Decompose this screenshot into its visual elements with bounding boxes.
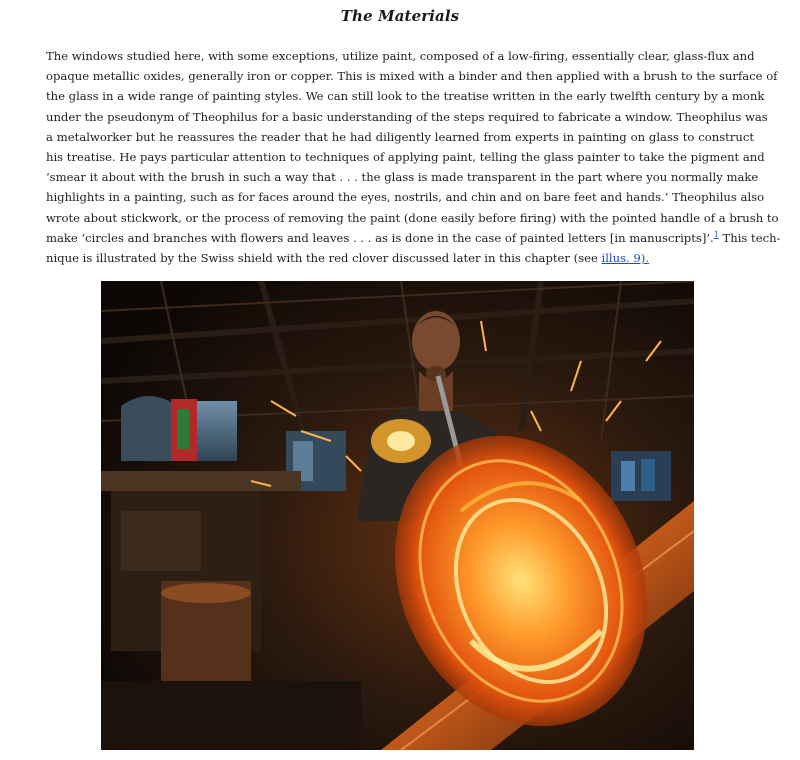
paragraph-line-with-link xyxy=(46,248,754,268)
paragraph-line: his treatise. He pays particular attention to techniques of applying paint, telling the glass painter to take the pigment and xyxy=(46,150,765,165)
paragraph-line: the glass in a wide range of painting styles. We can still look to the treatise written in the early twelfth century by a monk xyxy=(46,89,765,104)
body-paragraph xyxy=(46,46,781,268)
line-text: This tech- xyxy=(718,230,781,245)
paragraph-line: The windows studied here, with some exceptions, utilize paint, composed of a low-firing, essentially clear, glass-flux and xyxy=(46,49,755,63)
paragraph-line: highlights in a painting, such as for faces around the eyes, nostrils, and chin and on bare feet and hands.’ Theophilus also xyxy=(46,190,765,205)
stained-glass-window-left xyxy=(121,396,237,461)
section-title: The Materials xyxy=(340,7,460,25)
paragraph-line-with-footnote xyxy=(46,228,781,248)
paragraph-line: under the pseudonym of Theophilus for a basic understanding of the steps required to fabricate a window. Theophilus was xyxy=(46,109,768,124)
glassblower-photo xyxy=(101,281,694,750)
paragraph-line: opaque metallic oxides, generally iron or copper. This is mixed with a binder and then applied with a brush to the surface of xyxy=(46,69,778,84)
paragraph-line: wrote about stickwork, or the process of removing the paint (done easily before firing) with the pointed handle of a brush to xyxy=(46,210,779,225)
paragraph-line: ‘smear it about with the brush in such a way that . . . the glass is made transparent in the part where you normally make xyxy=(46,170,759,185)
line-text: make ‘circles and branches with flowers and leaves . . . as is done in the case of painted letters [in manuscripts]’. xyxy=(46,230,714,245)
footnote-link[interactable]: 1 xyxy=(713,229,719,239)
line-text: nique is illustrated by the Swiss shield with the red clover discussed later in this chapter (see xyxy=(46,251,602,266)
paragraph-line: a metalworker but he reassures the reader that he had diligently learned from experts in painting on glass to construct xyxy=(46,129,754,144)
illustration-link[interactable]: illus. 9). xyxy=(601,251,649,266)
stained-glass-window-right xyxy=(611,451,671,501)
photo-illustration xyxy=(101,281,694,750)
